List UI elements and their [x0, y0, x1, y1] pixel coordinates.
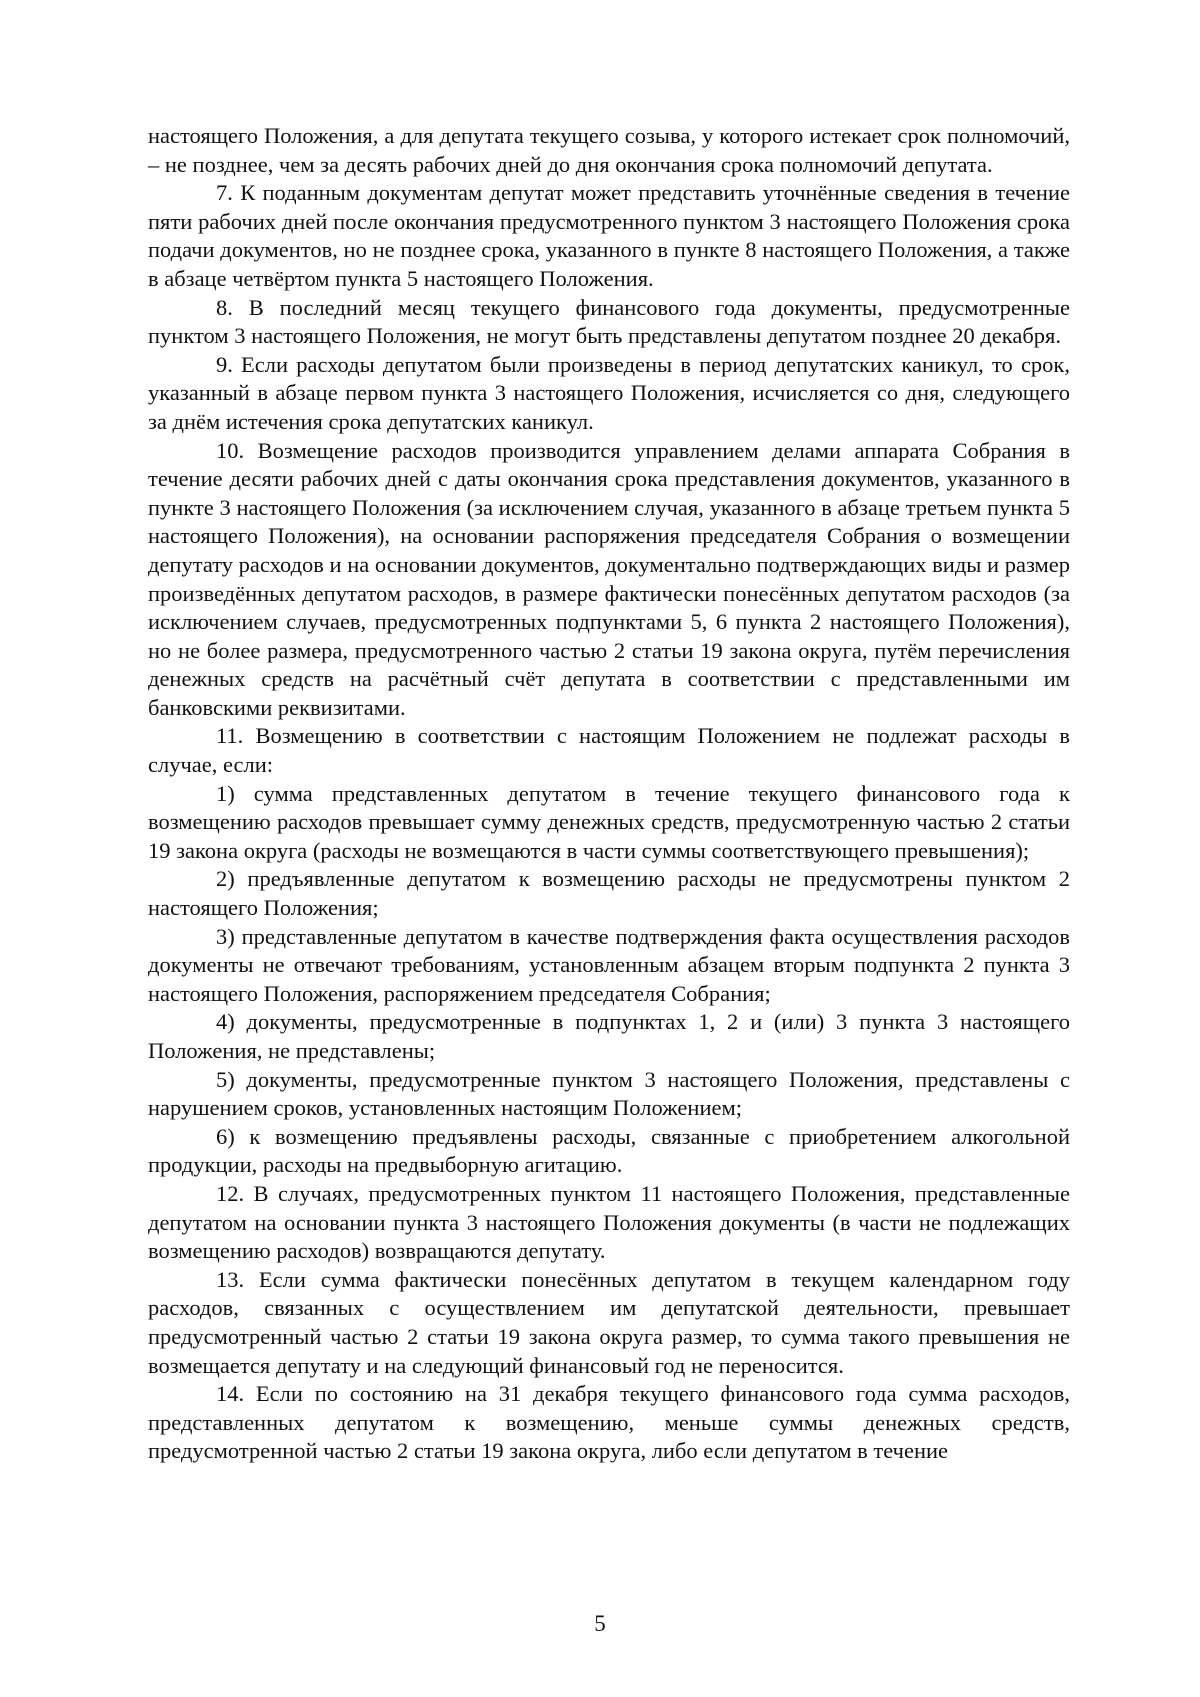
document-body	[148, 122, 1070, 1466]
paragraph-clause-11: 11. Возмещению в соответствии с настоящим Положением не подлежат расходы в случае, если:	[148, 723, 1070, 778]
paragraph-clause-8: 8. В последний месяц текущего финансового года документы, предусмотренные пунктом 3 настоящего Положения, не могут быть представлены депутатом позднее 20 декабря.	[148, 294, 1070, 349]
paragraph-clause-14: 14. Если по состоянию на 31 декабря текущего финансового года сумма расходов, представленных депутатом к возмещению, меньше суммы денежных средств, предусмотренной частью 2 статьи 19 закона округа, либо если депутатом в течение	[148, 1381, 1070, 1464]
paragraph-clause-10: 10. Возмещение расходов производится управлением делами аппарата Собрания в течение десяти рабочих дней с даты окончания срока представления документов, указанного в пункте 3 настоящего Положения (за исключением случая, указанного в абзаце третьем пункта 5 настоящего Положения), на основании распоряжения председателя Собрания о возмещении депутату расходов и на основании документов, документально подтверждающих виды и размер произведённых депутатом расходов, в размере фактически понесённых депутатом расходов (за исключением случаев, предусмотренных подпунктами 5, 6 пункта 2 настоящего Положения), но не более размера, предусмотренного частью 2 статьи 19 закона округа, путём перечисления денежных средств на расчётный счёт депутата в соответствии с представленными им банковскими реквизитами.	[148, 437, 1070, 720]
paragraph-clause-11-item-6: 6) к возмещению предъявлены расходы, связанные с приобретением алкогольной продукции, расходы на предвыборную агитацию.	[148, 1123, 1070, 1178]
paragraph-clause-11-item-1: 1) сумма представленных депутатом в течение текущего финансового года к возмещению расходов превышает сумму денежных средств, предусмотренную частью 2 статьи 19 закона округа (расходы не возмещаются в части суммы соответствующего превышения);	[148, 780, 1070, 863]
paragraph-clause-11-item-4: 4) документы, предусмотренные в подпунктах 1, 2 и (или) 3 пункта 3 настоящего Положения, не представлены;	[148, 1009, 1070, 1063]
paragraph-clause-11-item-3: 3) представленные депутатом в качестве подтверждения факта осуществления расходов документы не отвечают требованиям, установленным абзацем вторым подпункта 2 пункта 3 настоящего Положения, распоряжением председателя Собрания;	[148, 923, 1070, 1006]
page-number: 5	[594, 1611, 606, 1636]
paragraph-clause-11-item-5: 5) документы, предусмотренные пунктом 3 настоящего Положения, представлены с нарушением сроков, установленных настоящим Положением;	[148, 1066, 1070, 1121]
paragraph-clause-9: 9. Если расходы депутатом были произведены в период депутатских каникул, то срок, указанный в абзаце первом пункта 3 настоящего Положения, исчисляется со дня, следующего за днём истечения срока депутатских каникул.	[148, 351, 1070, 434]
paragraph-clause-13: 13. Если сумма фактически понесённых депутатом в текущем календарном году расходов, связанных с осуществлением им депутатской деятельности, превышает предусмотренный частью 2 статьи 19 закона округа размер, то сумма такого превышения не возмещается депутату и на следующий финансовый год не переносится.	[148, 1266, 1070, 1378]
paragraph-clause-7: 7. К поданным документам депутат может представить уточнённые сведения в течение пяти рабочих дней после окончания предусмотренного пунктом 3 настоящего Положения срока подачи документов, но не позднее срока, указанного в пункте 8 настоящего Положения, а также в абзаце четвёртом пункта 5 настоящего Положения.	[148, 180, 1070, 291]
paragraph-continuation: настоящего Положения, а для депутата текущего созыва, у которого истекает срок полномочий, – не позднее, чем за десять рабочих дней до дня окончания срока полномочий депутата.	[148, 123, 1070, 177]
paragraph-clause-12: 12. В случаях, предусмотренных пунктом 11 настоящего Положения, представленные депутатом на основании пункта 3 настоящего Положения документы (в части не подлежащих возмещению расходов) возвращаются депутату.	[148, 1180, 1070, 1264]
paragraph-clause-11-item-2: 2) предъявленные депутатом к возмещению расходы не предусмотрены пунктом 2 настоящего Положения;	[148, 866, 1070, 921]
